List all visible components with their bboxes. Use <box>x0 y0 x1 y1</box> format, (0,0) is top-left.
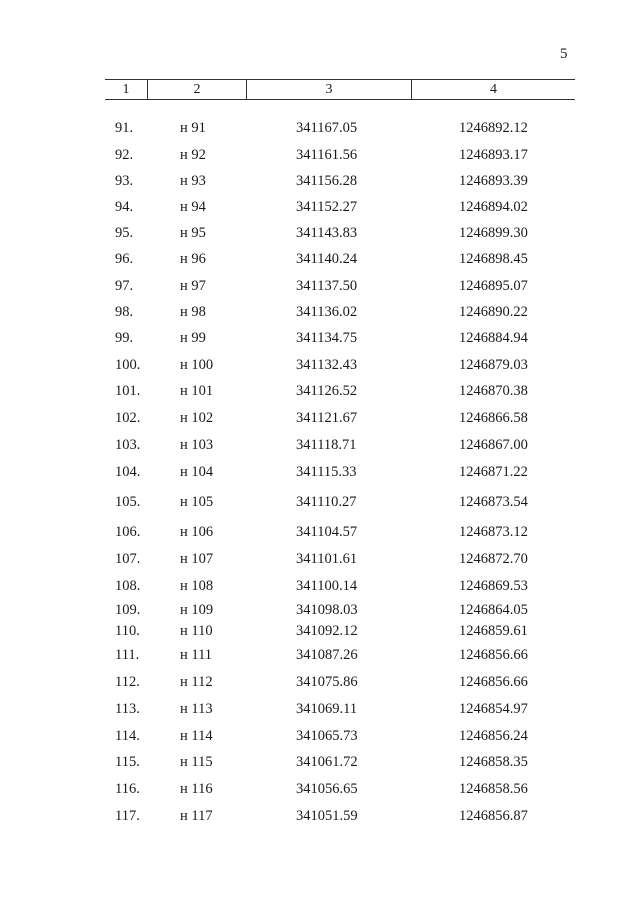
table-row <box>0 408 637 428</box>
row-number: 113. <box>115 701 140 717</box>
table-row <box>0 576 637 596</box>
table-header <box>105 79 575 100</box>
table-row <box>0 328 637 348</box>
coordinate-x: 341110.27 <box>296 494 357 510</box>
table-row <box>0 223 637 243</box>
row-number: 95. <box>115 225 134 241</box>
point-name: н 109 <box>180 602 214 618</box>
table-row <box>0 276 637 296</box>
row-number: 107. <box>115 551 141 567</box>
coordinate-y: 1246890.22 <box>459 304 528 320</box>
coordinate-y: 1246892.12 <box>459 120 528 136</box>
coordinate-y: 1246895.07 <box>459 278 528 294</box>
coordinate-x: 341118.71 <box>296 437 357 453</box>
coordinate-x: 341126.52 <box>296 383 358 399</box>
point-name: н 95 <box>180 225 206 241</box>
point-name: н 99 <box>180 330 206 346</box>
point-name: н 116 <box>180 781 213 797</box>
coordinate-y: 1246858.56 <box>459 781 528 797</box>
column-header-4: 4 <box>490 82 497 97</box>
table-row <box>0 249 637 269</box>
row-number: 92. <box>115 147 134 163</box>
point-name: н 117 <box>180 808 213 824</box>
coordinate-x: 341132.43 <box>296 357 358 373</box>
table-row <box>0 145 637 165</box>
coordinate-x: 341065.73 <box>296 728 358 744</box>
table-row <box>0 726 637 746</box>
point-name: н 105 <box>180 494 214 510</box>
column-header-2: 2 <box>193 82 201 97</box>
coordinate-x: 341092.12 <box>296 623 358 639</box>
coordinate-x: 341101.61 <box>296 551 358 567</box>
coordinate-x: 341136.02 <box>296 304 358 320</box>
coordinate-y: 1246867.00 <box>459 437 528 453</box>
row-number: 109. <box>115 602 141 618</box>
table-row <box>0 118 637 138</box>
point-name: н 111 <box>180 647 213 663</box>
coordinate-y: 1246873.12 <box>459 524 528 540</box>
coordinate-x: 341140.24 <box>296 251 358 267</box>
row-number: 97. <box>115 278 134 294</box>
table-row <box>0 522 637 542</box>
table-row <box>0 621 637 641</box>
column-header-3: 3 <box>325 82 333 97</box>
coordinate-y: 1246856.66 <box>459 674 528 690</box>
row-number: 114. <box>115 728 140 744</box>
point-name: н 110 <box>180 623 213 639</box>
coordinate-y: 1246899.30 <box>459 225 528 241</box>
table-row <box>0 302 637 322</box>
table-row <box>0 699 637 719</box>
coordinate-y: 1246856.66 <box>459 647 528 663</box>
column-header-1: 1 <box>122 82 130 97</box>
coordinate-x: 341115.33 <box>296 464 357 480</box>
coordinate-x: 341121.67 <box>296 410 358 426</box>
coordinate-x: 341143.83 <box>296 225 358 241</box>
coordinate-y: 1246869.53 <box>459 578 528 594</box>
coordinate-y: 1246884.94 <box>459 330 528 346</box>
coordinate-y: 1246871.22 <box>459 464 528 480</box>
point-name: н 103 <box>180 437 214 453</box>
point-name: н 91 <box>180 120 206 136</box>
row-number: 99. <box>115 330 134 346</box>
row-number: 100. <box>115 357 141 373</box>
coordinate-y: 1246894.02 <box>459 199 528 215</box>
coordinate-y: 1246879.03 <box>459 357 528 373</box>
table-row <box>0 197 637 217</box>
coordinate-x: 341156.28 <box>296 173 358 189</box>
page-number: 5 <box>560 46 568 62</box>
coordinate-y: 1246854.97 <box>459 701 528 717</box>
table-row <box>0 462 637 482</box>
row-number: 117. <box>115 808 140 824</box>
row-number: 111. <box>115 647 140 663</box>
point-name: н 92 <box>180 147 206 163</box>
table-row <box>0 435 637 455</box>
table-row <box>0 171 637 191</box>
coordinate-x: 341051.59 <box>296 808 358 824</box>
coordinate-y: 1246864.05 <box>459 602 528 618</box>
row-number: 106. <box>115 524 141 540</box>
point-name: н 96 <box>180 251 206 267</box>
row-number: 96. <box>115 251 134 267</box>
point-name: н 115 <box>180 754 213 770</box>
coordinate-y: 1246856.24 <box>459 728 528 744</box>
point-name: н 100 <box>180 357 214 373</box>
coordinate-x: 341075.86 <box>296 674 358 690</box>
coordinate-y: 1246859.61 <box>459 623 528 639</box>
row-number: 94. <box>115 199 134 215</box>
table-row <box>0 549 637 569</box>
coordinate-x: 341061.72 <box>296 754 358 770</box>
table-row <box>0 600 637 620</box>
coordinate-y: 1246872.70 <box>459 551 528 567</box>
point-name: н 108 <box>180 578 214 594</box>
row-number: 103. <box>115 437 141 453</box>
table-row <box>0 752 637 772</box>
row-number: 116. <box>115 781 140 797</box>
coordinate-y: 1246893.17 <box>459 147 528 163</box>
row-number: 98. <box>115 304 134 320</box>
coordinate-y: 1246898.45 <box>459 251 528 267</box>
coordinate-y: 1246858.35 <box>459 754 528 770</box>
table-row <box>0 779 637 799</box>
point-name: н 94 <box>180 199 206 215</box>
row-number: 115. <box>115 754 140 770</box>
point-name: н 107 <box>180 551 214 567</box>
coordinate-x: 341069.11 <box>296 701 358 717</box>
row-number: 110. <box>115 623 140 639</box>
row-number: 93. <box>115 173 134 189</box>
point-name: н 98 <box>180 304 206 320</box>
row-number: 101. <box>115 383 141 399</box>
table-row <box>0 492 637 512</box>
table-row <box>0 672 637 692</box>
row-number: 91. <box>115 120 134 136</box>
coordinate-x: 341098.03 <box>296 602 358 618</box>
point-name: н 114 <box>180 728 213 744</box>
point-name: н 106 <box>180 524 214 540</box>
coordinate-x: 341167.05 <box>296 120 358 136</box>
coordinate-y: 1246870.38 <box>459 383 528 399</box>
coordinate-x: 341100.14 <box>296 578 358 594</box>
point-name: н 97 <box>180 278 206 294</box>
table-row <box>0 806 637 826</box>
coordinate-x: 341152.27 <box>296 199 358 215</box>
point-name: н 113 <box>180 701 213 717</box>
coordinate-x: 341161.56 <box>296 147 358 163</box>
row-number: 104. <box>115 464 141 480</box>
point-name: н 104 <box>180 464 214 480</box>
table-row <box>0 381 637 401</box>
coordinate-x: 341056.65 <box>296 781 358 797</box>
point-name: н 112 <box>180 674 213 690</box>
row-number: 112. <box>115 674 140 690</box>
coordinate-x: 341134.75 <box>296 330 358 346</box>
row-number: 108. <box>115 578 141 594</box>
coordinate-x: 341137.50 <box>296 278 358 294</box>
table-row <box>0 355 637 375</box>
coordinate-x: 341087.26 <box>296 647 358 663</box>
point-name: н 101 <box>180 383 214 399</box>
row-number: 102. <box>115 410 141 426</box>
coordinate-y: 1246856.87 <box>459 808 528 824</box>
coordinate-y: 1246866.58 <box>459 410 528 426</box>
coordinate-y: 1246873.54 <box>459 494 528 510</box>
row-number: 105. <box>115 494 141 510</box>
coordinate-y: 1246893.39 <box>459 173 528 189</box>
coordinate-x: 341104.57 <box>296 524 358 540</box>
table-row <box>0 645 637 665</box>
point-name: н 102 <box>180 410 214 426</box>
point-name: н 93 <box>180 173 206 189</box>
